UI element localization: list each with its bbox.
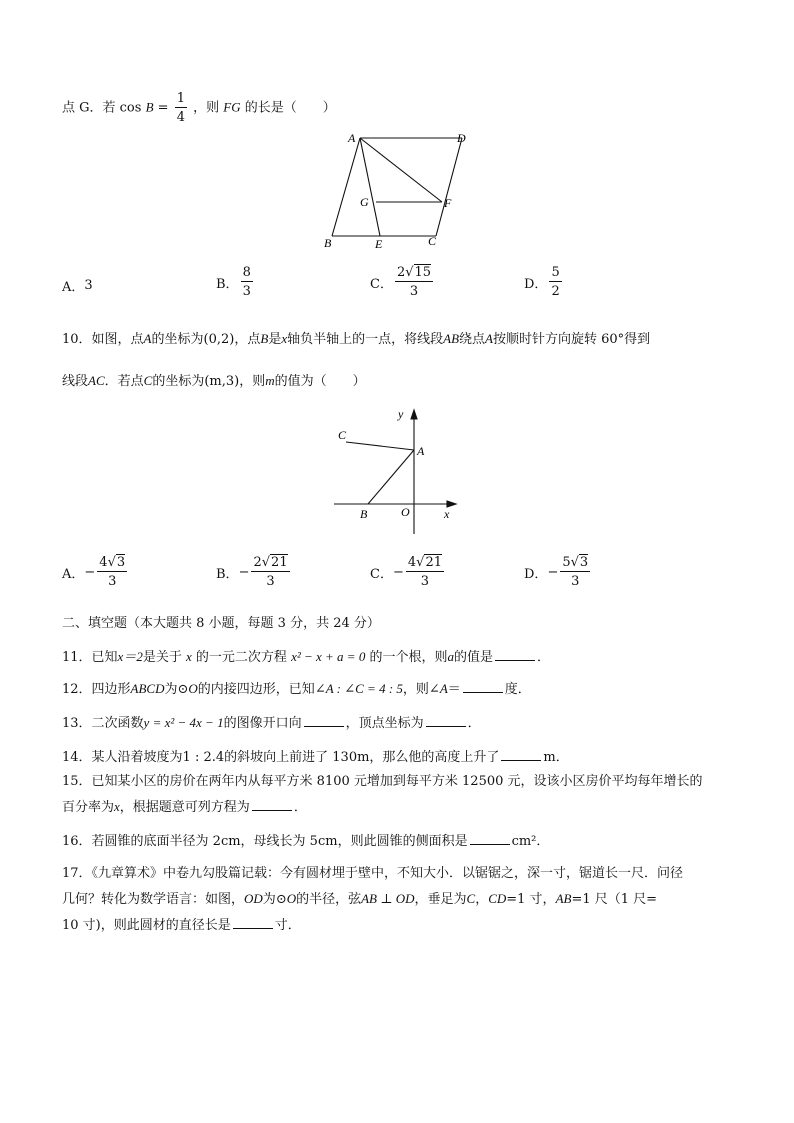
text: 的内接四边形，已知 bbox=[197, 682, 315, 697]
var-a: A bbox=[143, 331, 152, 346]
label-x: x bbox=[444, 507, 450, 521]
q11 bbox=[62, 646, 550, 665]
q12 bbox=[62, 678, 531, 697]
q9-stem-text: 的长是（ ） bbox=[244, 100, 336, 116]
denominator: 3 bbox=[571, 574, 580, 589]
q9-stem bbox=[62, 92, 336, 124]
text: 的坐标为 bbox=[151, 332, 204, 347]
denominator: 3 bbox=[266, 574, 275, 589]
text: cm²． bbox=[511, 834, 550, 849]
q15-line2 bbox=[62, 796, 307, 815]
line-ab bbox=[332, 138, 360, 236]
denominator: 3 bbox=[108, 574, 117, 589]
coefficient: 2 bbox=[396, 265, 406, 280]
var-ab: AB bbox=[555, 891, 572, 906]
var-x: x bbox=[281, 331, 288, 346]
text: 14．某人沿着坡度为 bbox=[62, 750, 183, 765]
radicand: 15 bbox=[414, 265, 432, 280]
q10-stem-line2 bbox=[62, 370, 366, 389]
text: 的斜坡向上前进了 130m，那么他的高度上升了 bbox=[224, 750, 500, 765]
fraction-5-2 bbox=[549, 266, 561, 298]
text: 为 bbox=[164, 682, 178, 697]
fraction-1-4 bbox=[175, 92, 187, 124]
q10-stem-line1 bbox=[62, 328, 650, 347]
var-x: x bbox=[114, 799, 120, 814]
text: =1 寸， bbox=[506, 892, 556, 907]
text: 的一个根，则 bbox=[369, 650, 448, 665]
label-a: A bbox=[348, 131, 356, 145]
label-f: F bbox=[444, 196, 452, 210]
numerator: 4√21 bbox=[407, 555, 442, 570]
text: m． bbox=[543, 750, 569, 765]
option-letter: D． bbox=[524, 276, 548, 292]
answer-blank[interactable] bbox=[495, 648, 535, 661]
label-b: B bbox=[324, 236, 332, 250]
fraction bbox=[560, 556, 590, 588]
var-ac: AC bbox=[88, 373, 105, 388]
denominator: 3 bbox=[242, 284, 251, 299]
text: ． bbox=[467, 716, 481, 731]
var-m: m bbox=[265, 373, 275, 388]
line-ae bbox=[360, 138, 380, 236]
var-a: a bbox=[447, 649, 454, 664]
q17-line3 bbox=[62, 914, 301, 933]
answer-blank[interactable] bbox=[304, 714, 344, 727]
radicand: 21 bbox=[271, 555, 288, 570]
q10-figure bbox=[330, 402, 465, 540]
coefficient: 4 bbox=[407, 555, 417, 570]
angle-ratio: ∠A : ∠C = 4 : 5 bbox=[314, 681, 403, 696]
var-b: B bbox=[260, 331, 269, 346]
var-a: A bbox=[485, 331, 493, 346]
text: ． bbox=[293, 800, 307, 815]
text: 16．若圆锥的底面半径为 2cm，母线长为 5cm，则此圆锥的侧面积是 bbox=[62, 834, 468, 849]
text: 的值是 bbox=[453, 650, 493, 665]
fraction bbox=[251, 556, 289, 588]
denominator: 2 bbox=[551, 284, 560, 299]
coefficient: 5 bbox=[562, 555, 571, 570]
q9-option-a[interactable] bbox=[62, 276, 93, 295]
option-letter: B． bbox=[216, 276, 239, 292]
text: 13．二次函数 bbox=[62, 716, 144, 731]
fraction-8-3 bbox=[241, 266, 253, 298]
option-letter: D． bbox=[524, 566, 548, 582]
line-dc bbox=[436, 138, 462, 236]
radicand: 21 bbox=[425, 555, 442, 570]
coord-a: (0,2) bbox=[203, 332, 235, 347]
y-axis-arrow bbox=[411, 410, 417, 419]
math: x＝2 bbox=[117, 649, 143, 664]
coefficient: 2 bbox=[253, 555, 262, 570]
text: ＝ bbox=[447, 682, 461, 697]
text: 的值为（ ） bbox=[274, 374, 366, 389]
fraction-2sqrt15-3 bbox=[395, 266, 433, 298]
text: ，则 bbox=[402, 682, 429, 697]
text: 11．已知 bbox=[62, 650, 118, 665]
q17-line2 bbox=[62, 888, 657, 907]
text: ，根据题意可列方程为 bbox=[119, 800, 250, 815]
numerator: 8 bbox=[242, 265, 251, 280]
numerator: 4√3 bbox=[99, 555, 126, 570]
var-b: B bbox=[145, 99, 154, 115]
circle-o: ⊙O bbox=[275, 891, 297, 906]
denominator: 3 bbox=[409, 284, 419, 299]
text: ． bbox=[537, 650, 551, 665]
option-letter: C． bbox=[370, 566, 393, 582]
text: 的坐标为 bbox=[152, 374, 205, 389]
minus-sign: − bbox=[547, 564, 559, 580]
label-y: y bbox=[398, 407, 404, 421]
answer-blank[interactable] bbox=[470, 832, 510, 845]
var-c: C bbox=[143, 373, 153, 388]
option-letter: C． bbox=[370, 276, 393, 292]
option-letter: A． bbox=[62, 566, 85, 582]
line-af bbox=[360, 138, 442, 202]
numerator: 5 bbox=[551, 265, 560, 280]
text: ，垂足为 bbox=[414, 892, 467, 907]
coord-c: (m,3) bbox=[204, 374, 240, 389]
numerator: 1 bbox=[176, 91, 185, 106]
label-c: C bbox=[428, 234, 437, 248]
text: 是 bbox=[268, 332, 282, 347]
text: 按顺时针方向旋转 60°得到 bbox=[492, 332, 651, 347]
answer-blank[interactable] bbox=[426, 714, 466, 727]
answer-blank[interactable] bbox=[463, 680, 503, 693]
q9-figure bbox=[318, 128, 478, 252]
q13 bbox=[62, 712, 481, 731]
answer-blank[interactable] bbox=[252, 798, 292, 811]
option-letter: B． bbox=[216, 566, 239, 582]
var-od: OD bbox=[244, 891, 263, 906]
q10-option-b[interactable] bbox=[216, 556, 292, 588]
circle-o: ⊙O bbox=[177, 681, 198, 696]
text: ，点 bbox=[234, 332, 261, 347]
q15-line1: 15．已知某小区的房价在两年内从每平方米 8100 元增加到每平方米 12500 元，设该小区房价平均每年增长的 bbox=[62, 774, 703, 789]
label-e: E bbox=[375, 237, 383, 251]
var-x: x bbox=[185, 649, 192, 664]
text: 线段 bbox=[62, 374, 89, 389]
text: 寸． bbox=[274, 918, 301, 933]
minus-sign: − bbox=[238, 564, 250, 580]
denominator: 4 bbox=[176, 110, 185, 125]
text: 的一元二次方程 bbox=[195, 650, 287, 665]
text: 百分率为 bbox=[62, 800, 115, 815]
numerator: 5√3 bbox=[562, 555, 589, 570]
q9-option-c[interactable] bbox=[370, 266, 435, 298]
radicand: 3 bbox=[579, 555, 589, 570]
angle-a: ∠A bbox=[428, 681, 448, 696]
q16 bbox=[62, 830, 549, 849]
text: 为 bbox=[262, 892, 276, 907]
answer-blank[interactable] bbox=[233, 916, 273, 929]
text: 10．如图，点 bbox=[62, 332, 144, 347]
text: 几何？转化为数学语言：如图， bbox=[62, 892, 245, 907]
minus-sign: − bbox=[84, 564, 96, 580]
fraction bbox=[406, 556, 444, 588]
segment-ab bbox=[368, 450, 414, 504]
fraction bbox=[97, 556, 127, 588]
section-title: 二、填空题（本大题共 8 小题，每题 3 分，共 24 分） bbox=[62, 616, 380, 631]
option-letter: A． bbox=[62, 280, 85, 295]
q10-option-d[interactable] bbox=[524, 556, 592, 588]
text: 10 寸)，则此圆材的直径长是 bbox=[62, 918, 231, 933]
text: 是关于 bbox=[142, 650, 182, 665]
label-g: G bbox=[360, 195, 369, 209]
q9-option-d[interactable] bbox=[524, 266, 564, 298]
text: 的图像开口向 bbox=[223, 716, 302, 731]
var-cd: CD bbox=[488, 891, 507, 906]
label-b: B bbox=[360, 507, 368, 521]
text: 度． bbox=[504, 682, 531, 697]
q9-stem-text: 点 G．若 cos bbox=[62, 100, 142, 116]
q10-option-a[interactable] bbox=[62, 556, 129, 588]
label-a: A bbox=[417, 444, 425, 458]
text: ．若点 bbox=[104, 374, 144, 389]
var-c: C bbox=[466, 891, 476, 906]
equals: = bbox=[157, 100, 169, 116]
var-fg: FG bbox=[223, 99, 241, 115]
equation: x² − x + a = 0 bbox=[291, 649, 366, 664]
denominator: 3 bbox=[420, 574, 430, 589]
q17-line1: 17．《九章算术》中卷九勾股篇记载：今有圆材埋于壁中，不知大小．以锯锯之，深一寸，锯道长一尺．问径 bbox=[62, 866, 684, 881]
label-o: O bbox=[401, 505, 410, 519]
minus-sign: − bbox=[392, 564, 404, 580]
radicand: 3 bbox=[116, 555, 126, 570]
label-d: D bbox=[457, 131, 466, 145]
slope-ratio: 1 : 2.4 bbox=[182, 750, 225, 765]
q9-option-b[interactable] bbox=[216, 266, 255, 298]
q10-option-c[interactable] bbox=[370, 556, 446, 588]
var-abcd: ABCD bbox=[130, 681, 165, 696]
q14 bbox=[62, 746, 569, 765]
text: 绕点 bbox=[459, 332, 486, 347]
text: 12．四边形 bbox=[62, 682, 131, 697]
text: =1 尺（1 尺= bbox=[571, 892, 658, 907]
segment-ac bbox=[346, 442, 414, 450]
numerator: 2√15 bbox=[396, 265, 432, 280]
q9-stem-text: ，则 bbox=[193, 100, 220, 116]
text: ，则 bbox=[239, 374, 266, 389]
answer-blank[interactable] bbox=[501, 748, 541, 761]
var-ab: AB bbox=[443, 331, 460, 346]
numerator: 2√21 bbox=[253, 555, 288, 570]
option-value: 3 bbox=[84, 278, 93, 293]
label-c: C bbox=[338, 428, 347, 442]
coefficient: 4 bbox=[99, 555, 108, 570]
text: 的半径，弦 bbox=[296, 892, 362, 907]
text: ，顶点坐标为 bbox=[345, 716, 424, 731]
function: y = x² − 4x − 1 bbox=[143, 715, 224, 730]
text: 轴负半轴上的一点，将线段 bbox=[287, 332, 444, 347]
perpendicular: AB ⊥ OD bbox=[361, 891, 415, 906]
text: ， bbox=[475, 892, 489, 907]
